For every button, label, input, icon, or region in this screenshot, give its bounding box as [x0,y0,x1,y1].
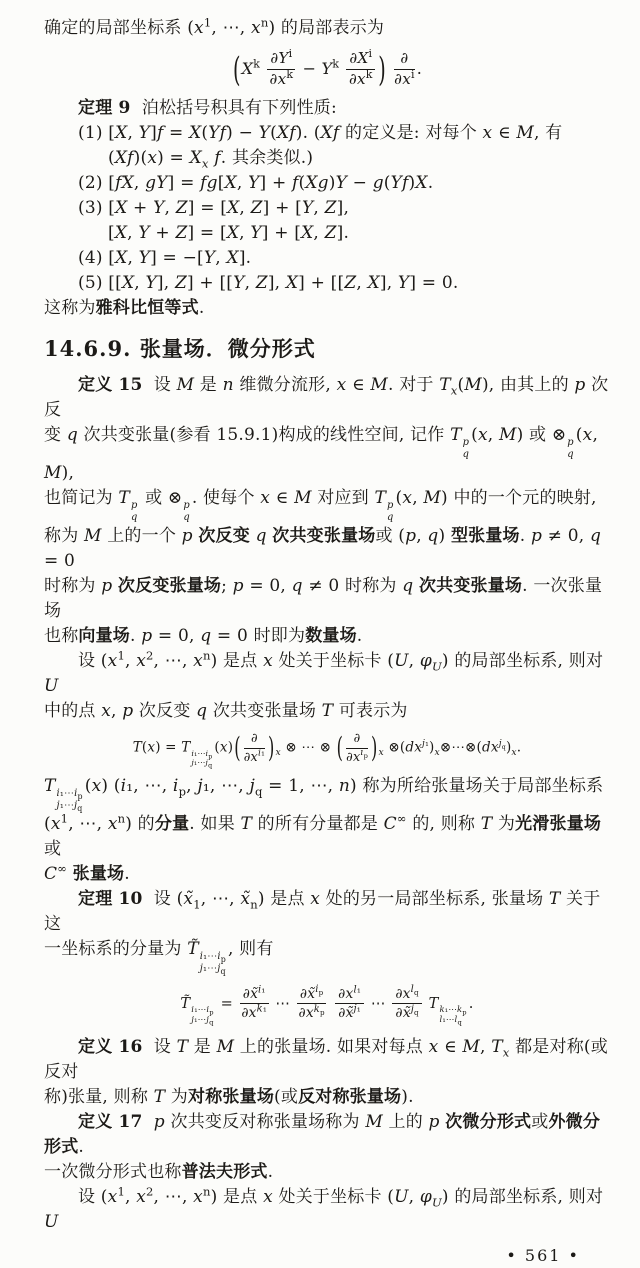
local-coords-paragraph-line-1: 设 ($x^1$, $x^2$, ⋯, $x^n$) 是点 x 处关于坐标卡 (U, $\varphi_U$) 的局部坐标系, 则对 U [44,648,604,697]
definition15-line-3: 也简记为 T p q 或 ⊗ p q . 使每个 x ∈ M 对应到 T p q (x, M) 中的一个元的映射, [44,487,597,524]
jacobi-identity-note: 这称为雅科比恒等式. [44,297,205,318]
theorem9-property-3: (3) [X + Y, Z] = [X, Z] + [Y, Z], [78,197,350,218]
definition17-line-2: 一次微分形式也称普法夫形式. [44,1161,274,1182]
definition15-line-2: 变 q 次共变张量(参看 15.9.1)构成的线性空间, 记作 T p q (x, M) 或 ⊗ p q (x, M), [44,424,599,483]
definition15-line-1: 定义 15 设 M 是 n 维微分流形, x ∈ M. 对于 $T_x(M)$, 由其上的 p 次反 [44,374,609,420]
closing-paragraph-line: 设 ($x^1$, $x^2$, ⋯, $x^n$) 是点 x 处关于坐标卡 (U, $\varphi_U$) 的局部坐标系, 则对 U [44,1183,604,1232]
definition15-line-4: 称为 M 上的一个 p 次反变 q 次共变张量场或 (p, q) 型张量场. p ≠ 0, q = 0 [44,526,602,572]
theorem10-line-2: 一坐标系的分量为 T̃ $i_1\cdots i_p$ $j_1\cdots j_q$ , 则有 [44,938,274,976]
local-coords-paragraph-line-2: 中的点 x, p 次反变 q 次共变张量场 T 可表示为 [44,701,408,722]
components-line-1: T $i_1\cdots i_p$ $j_1\cdots j_q$ (x) (i₁, ⋯, $i_p$, j₁, ⋯, $j_q = 1$, ⋯, n) 称为所给张量场关于局部坐标系 [44,775,604,813]
components-line-2: ($x^1$, ⋯, $x^n$) 的分量. 如果 T 的所有分量都是 C∞ 的, 则称 T 为光滑张量场或 [44,811,602,859]
definition16-line-2: 称)张量, 则称 T 为对称张量场(或反对称张量场). [44,1086,414,1107]
theorem9-property-5: (5) [[X, Y], Z] + [[Y, Z], X] + [[Z, X], Y] = 0. [78,272,459,293]
definition15-line-6: 也称向量场. p = 0, q = 0 时即为数量场. [44,626,363,647]
theorem10-line-1: 定理 10 设 ($x̃_1$, ⋯, $x̃_n$) 是点 x 处的另一局部坐标系, 张量场 T 关于这 [44,888,601,934]
theorem9-property-3-cont: [X, Y + Z] = [X, Y] + [X, Z]. [108,222,350,243]
theorem9-property-1-cont: $(Xf)(x) = X_x$ f. 其余类似.) [108,147,314,171]
components-line-3: C∞ 张量场. [44,861,130,884]
tensor-transformation-formula: T̃ $i_1\cdots i_p$ $j_1\cdots j_q$ = $\frac{\partial x̃^{i_1}}{\partial x^{k_1}}$ ⋯ $\frac{\partial x̃^{i_p}}{\partial x^{k_p}}$ $\frac{\partial x^{l_1}}{\partial x̃^{j_1}}$ ⋯ $\frac{\partial x^{l_q}}{\partial x̃^{j_q}}$ T $k_1\cdots k_p$ $l_1\cdots l_q$ . [180,984,474,1028]
theorem9-title-line: 定理 9 泊松括号积具有下列性质: [78,97,337,118]
section-heading: 14.6.9. 张量场．微分形式 [44,335,316,361]
page-number: • 561 • [506,1245,580,1265]
lie-bracket-local-formula: ($X^k$ $\frac{\partial Y^i}{\partial x^k}$ − $Y^k$ $\frac{\partial X^i}{\partial x^k}$ ) $\frac{\partial}{\partial x^i}$ . [232,46,422,90]
theorem9-property-2: (2) [fX, gY] = fg[X, Y] + f(Xg)Y − g(Yf)X. [78,172,434,193]
definition15-line-5: 时称为 p 次反变张量场; p = 0, q ≠ 0 时称为 q 次共变张量场. 一次张量场 [44,576,603,622]
definition16-line-1: 定义 16 设 T 是 M 上的张量场. 如果对每点 x ∈ M, $T_x$ 都是对称(或反对 [44,1036,608,1082]
theorem9-property-1: (1) [X, Y]f = X(Yf) − Y(Xf). (Xf 的定义是: 对每个 x ∈ M, 有 [78,122,563,143]
definition17-line-1: 定义 17 p 次共变反对称张量场称为 M 上的 p 次微分形式或外微分形式. [44,1111,601,1157]
tensor-field-expansion-formula: T(x) = T $i_1\cdots i_p$ $j_1\cdots j_q$ (x)( $\frac{\partial}{\partial x^{i_1}}$ )$_x$ ⊗ ⋯ ⊗ ( $\frac{\partial}{\partial x^{i_p}}$ )$_x$ $\otimes(dx^{j_1})_x\otimes\cdots\otimes(dx^{j_q})_x$. [132,730,522,770]
theorem9-property-4: (4) [X, Y] = −[Y, X]. [78,247,252,268]
intro-text-line: 确定的局部坐标系 ($x^1$, ⋯, $x^n$) 的局部表示为 [44,15,385,38]
